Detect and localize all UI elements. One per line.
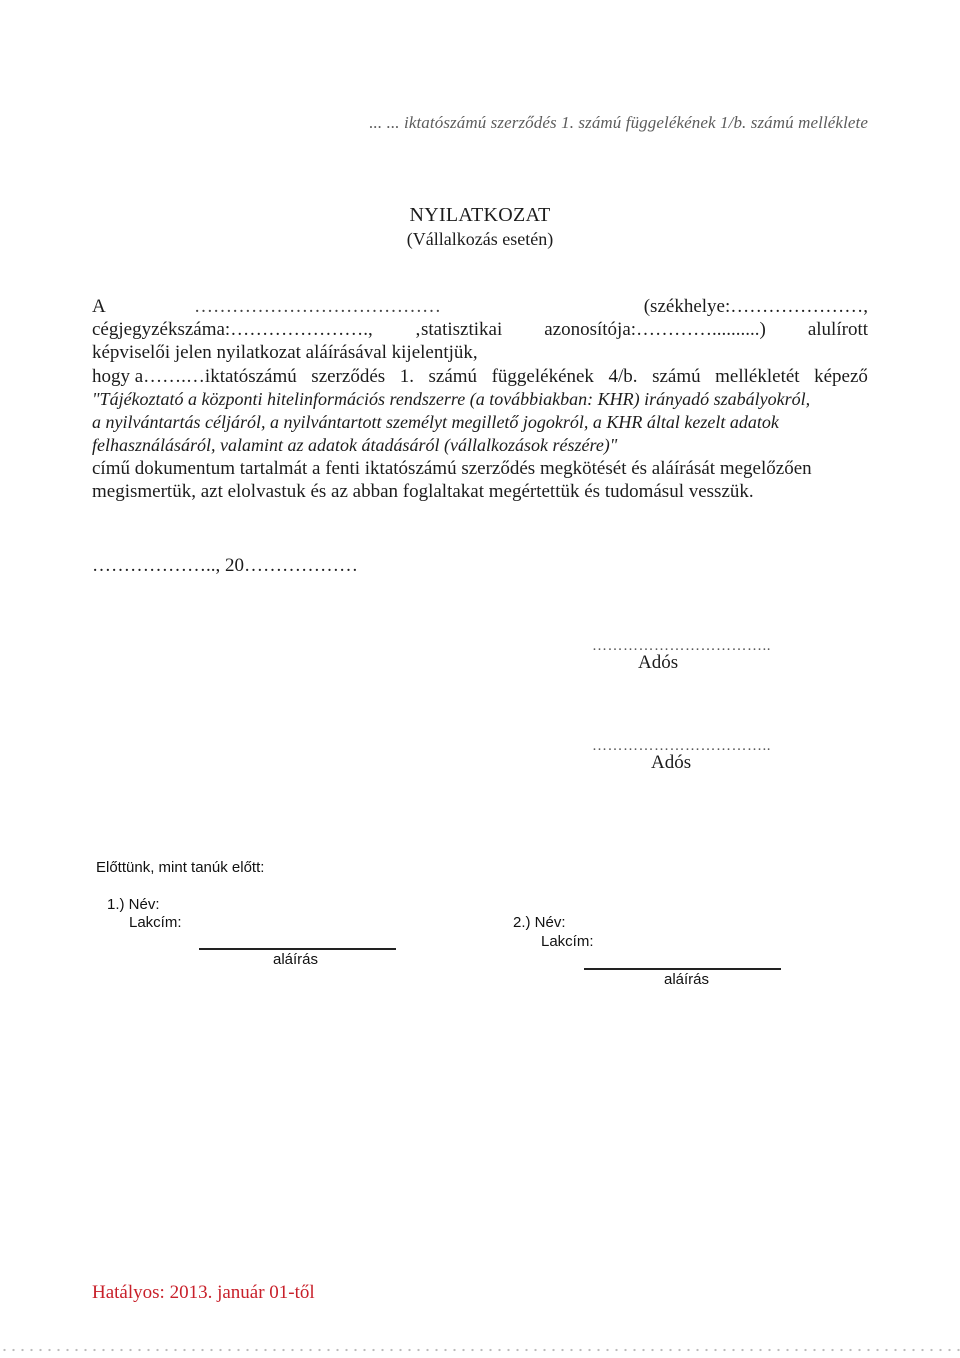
document-title: NYILATKOZAT — [409, 204, 551, 226]
paragraph-line-5: "Tájékoztató a központi hitelinformációs rendszerre (a továbbiakban: KHR) irányadó szabályokról, — [92, 389, 811, 409]
witness-1-address: Lakcím: — [129, 914, 182, 931]
signature-label-1: Adós — [638, 652, 679, 673]
undersigned-word: alulírott — [807, 319, 868, 340]
effective-date-footer: Hatályos: 2013. január 01-től — [92, 1282, 315, 1303]
signature-line-1: …………………………….. — [592, 638, 771, 654]
line4-word: szerződés — [311, 366, 386, 387]
witness-1-name: 1.) Név: — [107, 896, 160, 913]
company-name-blank: ………………………………… — [194, 296, 441, 317]
signature-label-2: Adós — [651, 752, 692, 773]
witness-1-signature-line — [199, 948, 396, 950]
statistical-id-field: azonosítója:…………..........) — [544, 319, 766, 340]
paragraph-line-8: című dokumentum tartalmát a fenti iktatószámú szerződés megkötését és aláírását megelőzően — [92, 458, 812, 479]
statistical-label: ‚statisztikai — [414, 319, 503, 340]
signature-line-2: …………………………….. — [592, 738, 771, 754]
line4-word: számú — [428, 366, 478, 387]
line4-word: képező — [814, 366, 868, 387]
paragraph-line-3: képviselői jelen nyilatkozat aláírásával kijelentjük, — [92, 342, 478, 363]
line4-word: számú — [652, 366, 701, 387]
document-subtitle: (Vállalkozás esetén) — [406, 229, 554, 249]
contract-number-field: hogy a…….…iktatószámú — [92, 366, 297, 387]
paragraph-line-4 — [92, 366, 868, 388]
witness-2-address: Lakcím: — [541, 933, 594, 950]
witness-2-name: 2.) Név: — [513, 914, 566, 931]
line4-word: 1. — [399, 366, 414, 387]
witness-1-signature-label: aláírás — [273, 951, 319, 968]
attachment-reference: ... ... iktatószámú szerződés 1. számú függelékének 1/b. számú melléklete — [369, 113, 868, 132]
scan-edge-dots — [0, 1348, 960, 1352]
paragraph-line-2 — [92, 319, 868, 341]
line4-word: mellékletét — [715, 366, 800, 387]
date-line: ……………….., 20……………… — [92, 555, 358, 576]
line4-word: függelékének — [491, 366, 594, 387]
paragraph-line-9: megismertük, azt elolvastuk és az abban foglaltakat megértettük és tudomásul vesszük. — [92, 481, 754, 502]
article-a: A — [92, 296, 106, 317]
paragraph-line-6: a nyilvántartás céljáról, a nyilvántartott személyt megillető jogokról, a KHR által kezelt adatok — [92, 412, 779, 432]
registration-field: cégjegyzékszáma:…………………., — [92, 319, 373, 340]
witness-2-signature-line — [584, 968, 781, 970]
paragraph-line-7: felhasználásáról, valamint az adatok átadásáról (vállalkozások részére)" — [92, 435, 618, 455]
line4-word: 4/b. — [608, 366, 638, 387]
paragraph-line-1 — [92, 296, 868, 318]
witness-2-signature-label: aláírás — [664, 971, 710, 988]
witnesses-intro: Előttünk, mint tanúk előtt: — [96, 859, 265, 876]
seat-field: (székhelye:…………………, — [643, 296, 868, 317]
